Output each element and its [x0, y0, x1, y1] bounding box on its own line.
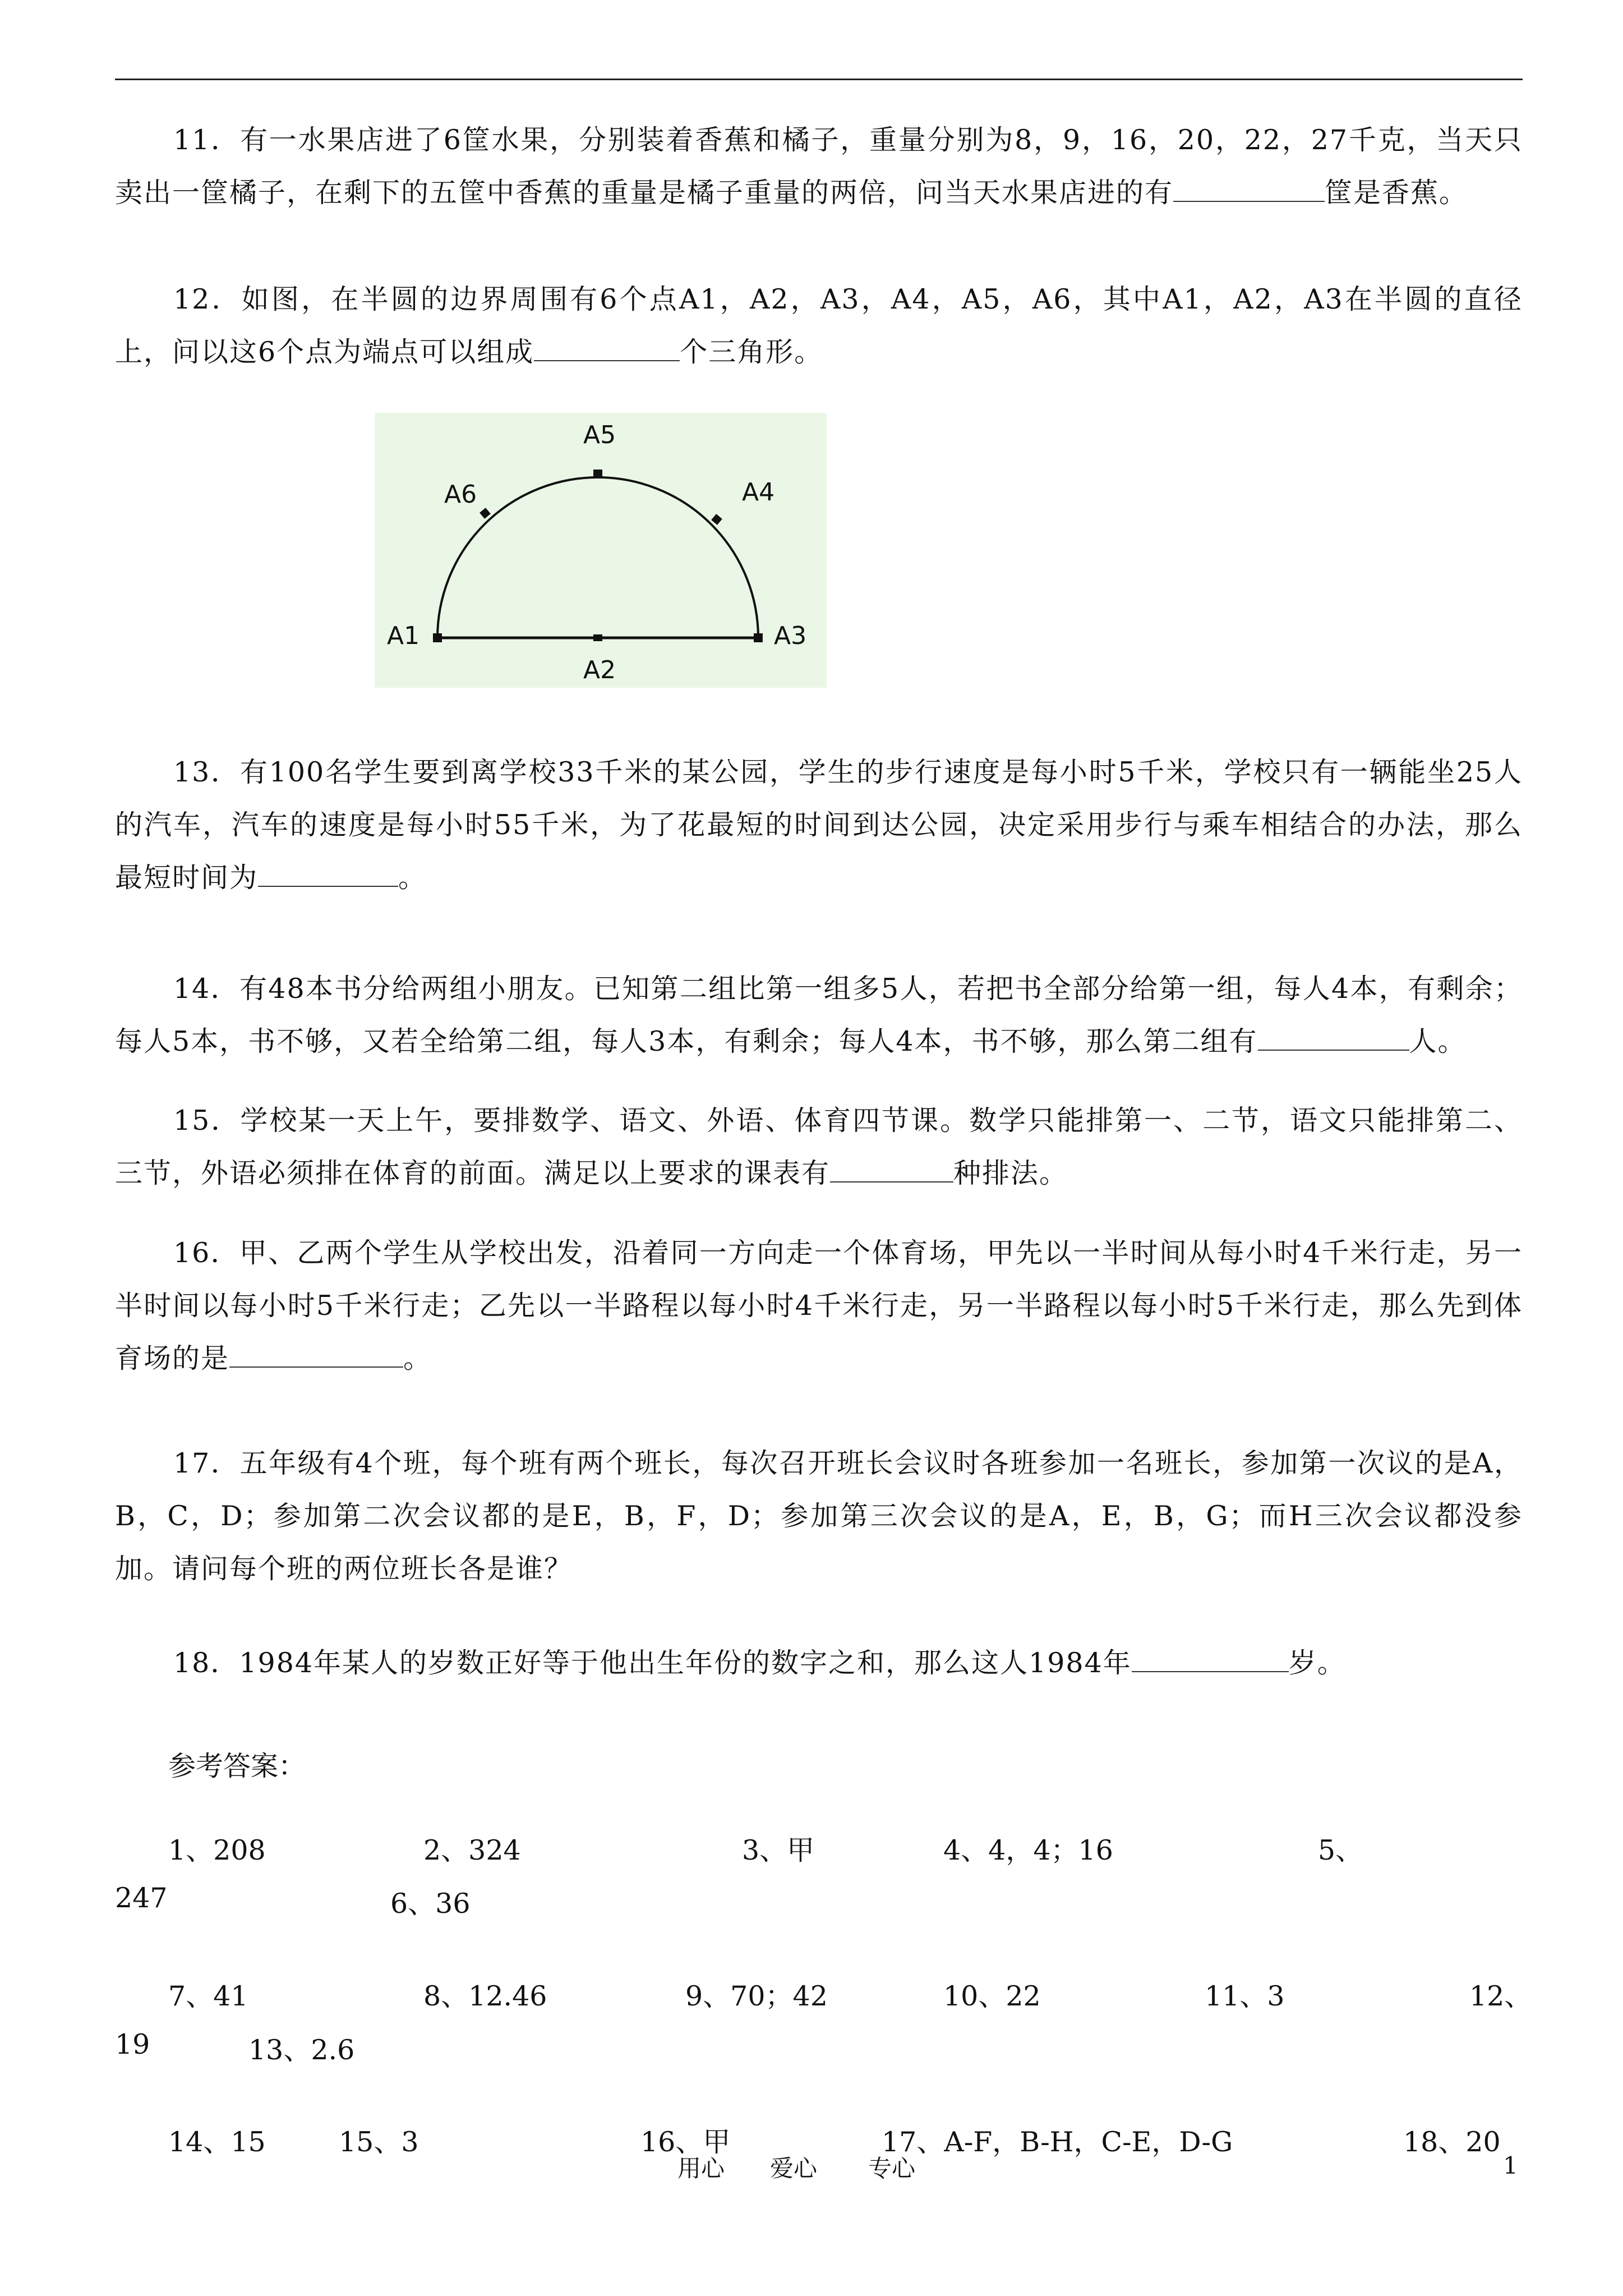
- label-a4: A4: [742, 478, 775, 507]
- answer-blank: [258, 863, 398, 887]
- label-a6: A6: [444, 480, 477, 509]
- answer-item: 3、甲: [742, 1834, 815, 1866]
- question-text-end: 岁。: [1288, 1647, 1346, 1679]
- question-12: [115, 273, 1523, 379]
- question-text-end: 。: [403, 1342, 432, 1374]
- label-a2: A2: [583, 656, 616, 684]
- answer-item: 1、208: [168, 1834, 266, 1866]
- question-number: 17．: [173, 1447, 240, 1479]
- footer-motto-2: 爱心: [770, 2155, 818, 2182]
- answer-item: 13、2.6: [248, 2034, 355, 2066]
- question-number: 11．: [173, 124, 240, 156]
- answer-item: 247: [115, 1882, 168, 1914]
- question-text: 如图，在半圆的边界周围有6个点A1，A2，A3，A4，A5，A6，其中A1，A2，A3在半圆的直径上，问以这6个点为端点可以组成: [115, 283, 1523, 368]
- question-number: 18．: [173, 1647, 239, 1679]
- question-15: [115, 1094, 1523, 1200]
- answer-item: 16、甲: [640, 2126, 731, 2158]
- answer-blank: [1132, 1649, 1289, 1672]
- header-rule: [115, 79, 1523, 80]
- point-a3: [754, 633, 763, 642]
- question-text: 1984年某人的岁数正好等于他出生年份的数字之和，那么这人1984年: [239, 1647, 1132, 1679]
- label-a5: A5: [583, 421, 616, 449]
- question-number: 15．: [173, 1105, 241, 1137]
- point-a1: [433, 633, 442, 642]
- answer-item: 12、: [1469, 1980, 1532, 2012]
- semicircle-figure: [375, 413, 827, 688]
- answer-item: 9、70；42: [685, 1980, 828, 2012]
- question-text-end: 人。: [1409, 1025, 1467, 1057]
- answer-item: 10、22: [943, 1980, 1041, 2012]
- question-text: 甲、乙两个学生从学校出发，沿着同一方向走一个体育场，甲先以一半时间从每小时4千米行走，另一半时间以每小时5千米行走；乙先以一半路程以每小时4千米行走，另一半路程以每小时5千米行走，那么先到体育场的是: [115, 1237, 1523, 1374]
- answer-item: 2、324: [423, 1834, 521, 1866]
- question-14: [115, 963, 1523, 1068]
- answer-blank: [534, 338, 680, 361]
- answer-blank: [1258, 1027, 1409, 1051]
- answer-item: 17、A-F，B-H，C-E，D-G: [882, 2126, 1233, 2158]
- question-text-end: 筐是香蕉。: [1325, 177, 1468, 209]
- question-text-end: 种排法。: [953, 1157, 1068, 1189]
- answer-item: 15、3: [339, 2126, 419, 2158]
- label-a3: A3: [774, 622, 807, 650]
- question-number: 12．: [173, 283, 242, 315]
- answer-item: 5、: [1318, 1834, 1363, 1866]
- answer-blank: [1173, 178, 1325, 202]
- answer-blank: [229, 1344, 403, 1368]
- question-text: 有一水果店进了6筐水果，分别装着香蕉和橘子，重量分别为8，9，16，20，22，27千克，当天只卖出一筐橘子，在剩下的五筐中香蕉的重量是橘子重量的两倍，问当天水果店进的有: [115, 124, 1523, 209]
- question-text: 有100名学生要到离学校33千米的某公园，学生的步行速度是每小时5千米，学校只有一辆能坐25人的汽车，汽车的速度是每小时55千米，为了花最短的时间到达公园，决定采用步行与乘车相结合的办法，那么最短时间为: [115, 756, 1523, 894]
- point-a2: [593, 634, 602, 641]
- footer-motto-1: 用心: [677, 2155, 725, 2182]
- label-a1: A1: [387, 622, 420, 650]
- point-a5: [593, 470, 602, 477]
- answer-item: 8、12.46: [423, 1980, 547, 2012]
- answer-blank: [830, 1159, 953, 1182]
- question-number: 13．: [173, 756, 240, 788]
- question-text-end: 。: [398, 862, 427, 894]
- question-text: 五年级有4个班，每个班有两个班长，每次召开班长会议时各班参加一名班长，参加第一次议的是A，B，C，D；参加第二次会议都的是E，B，F，D；参加第三次会议的是A，E，B，G；而H三次会议都没参加。请问每个班的两位班长各是谁？: [115, 1447, 1523, 1585]
- question-13: [115, 746, 1523, 904]
- answer-item: 14、15: [168, 2126, 266, 2158]
- answer-item: 18、20: [1403, 2126, 1501, 2158]
- question-16: [115, 1227, 1523, 1385]
- question-18: [115, 1637, 1523, 1690]
- page-number: 1: [1503, 2152, 1518, 2179]
- answer-item: 6、36: [390, 1888, 471, 1920]
- answer-item: 7、41: [168, 1980, 248, 2012]
- answer-item: 19: [115, 2028, 150, 2060]
- footer-motto-3: 专心: [868, 2155, 916, 2182]
- question-text-end: 个三角形。: [680, 336, 823, 368]
- question-17: [115, 1437, 1523, 1595]
- answer-item: 11、3: [1205, 1980, 1285, 2012]
- answer-item: 4、4，4；16: [943, 1834, 1113, 1866]
- question-text: 有48本书分给两组小朋友。已知第二组比第一组多5人，若把书全部分给第一组，每人4本，有剩余；每人5本，书不够，又若全给第二组，每人3本，有剩余；每人4本，书不够，那么第二组有: [115, 973, 1523, 1057]
- question-11: [115, 114, 1523, 219]
- question-number: 16．: [173, 1237, 239, 1269]
- answers-heading: 参考答案：: [168, 1750, 306, 1782]
- question-text: 学校某一天上午，要排数学、语文、外语、体育四节课。数学只能排第一、二节，语文只能排第二、三节，外语必须排在体育的前面。满足以上要求的课表有: [115, 1105, 1523, 1189]
- figure-background: [375, 413, 827, 688]
- question-number: 14．: [173, 973, 239, 1005]
